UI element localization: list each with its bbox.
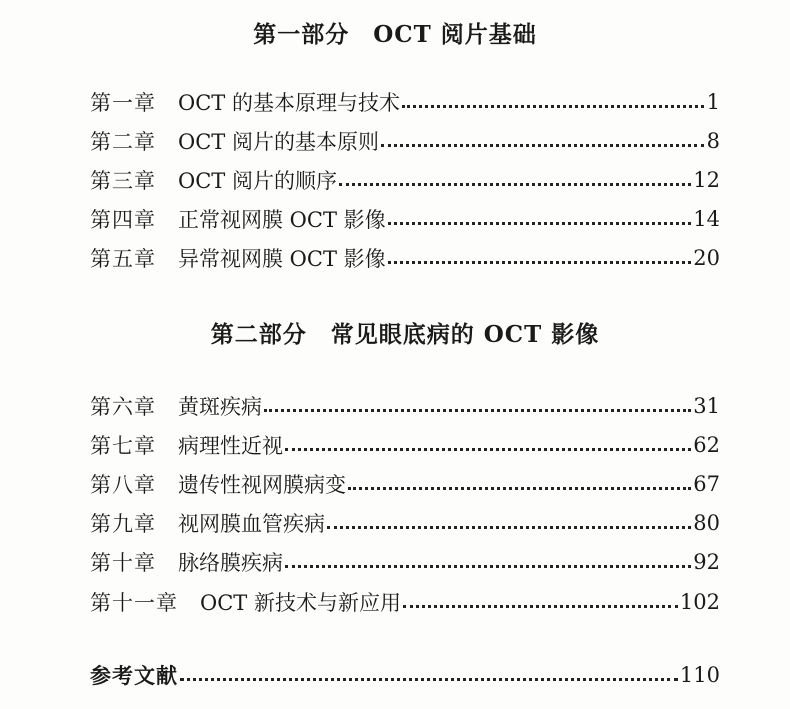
chapter-title: 黄斑疾病 — [178, 395, 262, 419]
dot-leader — [285, 563, 691, 568]
dot-leader — [264, 407, 691, 412]
chapter-title: 病理性近视 — [178, 434, 283, 458]
dot-leader — [327, 524, 691, 529]
toc-entry — [90, 127, 720, 155]
page-number: 14 — [693, 207, 720, 231]
toc-entry — [90, 470, 720, 498]
chapter-number: 第一章 — [90, 91, 156, 115]
chapter-title: 异常视网膜 OCT 影像 — [178, 247, 386, 271]
chapter-number: 第三章 — [90, 169, 156, 193]
page-number: 8 — [706, 129, 720, 153]
dot-leader — [381, 142, 704, 147]
page-number: 62 — [693, 433, 720, 457]
dot-leader — [285, 446, 691, 451]
chapter-number: 第十一章 — [90, 591, 178, 615]
toc-entry — [90, 548, 720, 576]
page-number: 102 — [679, 590, 720, 614]
dot-leader — [388, 220, 692, 225]
chapter-number: 第六章 — [90, 395, 156, 419]
chapter-title: OCT 阅片的基本原则 — [178, 130, 379, 154]
part2-title: 第二部分 常见眼底病的 OCT 影像 — [210, 321, 600, 348]
page-number: 1 — [706, 90, 720, 114]
chapter-number: 第二章 — [90, 130, 156, 154]
toc-entry — [90, 392, 720, 420]
page-number: 80 — [693, 511, 720, 535]
chapter-number: 第五章 — [90, 247, 156, 271]
chapter-number: 第九章 — [90, 512, 156, 536]
chapter-number: 第八章 — [90, 473, 156, 497]
dot-leader — [180, 676, 678, 681]
page-number: 20 — [693, 246, 720, 270]
toc-entry — [90, 431, 720, 459]
part1-title: 第一部分 OCT 阅片基础 — [253, 21, 537, 48]
toc-entry — [90, 205, 720, 233]
dot-leader — [402, 103, 704, 108]
page-number: 92 — [693, 550, 720, 574]
chapter-title: 视网膜血管疾病 — [178, 512, 325, 536]
chapter-title: 脉络膜疾病 — [178, 551, 283, 575]
toc-entry-references — [90, 661, 720, 689]
chapter-number: 第四章 — [90, 208, 156, 232]
chapter-number: 第十章 — [90, 551, 156, 575]
chapter-title: OCT 阅片的顺序 — [178, 169, 337, 193]
toc-entry — [90, 588, 720, 616]
page-number: 110 — [679, 663, 720, 687]
dot-leader — [388, 259, 692, 264]
dot-leader — [339, 181, 691, 186]
chapter-title: 遗传性视网膜病变 — [178, 473, 346, 497]
toc-entry — [90, 509, 720, 537]
references-label: 参考文献 — [90, 663, 178, 688]
toc-entry — [90, 166, 720, 194]
page-number: 12 — [693, 168, 720, 192]
toc-entry — [90, 244, 720, 272]
chapter-number: 第七章 — [90, 434, 156, 458]
chapter-title: 正常视网膜 OCT 影像 — [178, 208, 386, 232]
chapter-title: OCT 新技术与新应用 — [200, 591, 401, 615]
page-number: 67 — [693, 472, 720, 496]
toc-entry — [90, 88, 720, 116]
page-number: 31 — [693, 394, 720, 418]
chapter-title: OCT 的基本原理与技术 — [178, 91, 400, 115]
dot-leader — [403, 603, 678, 608]
dot-leader — [348, 485, 691, 490]
